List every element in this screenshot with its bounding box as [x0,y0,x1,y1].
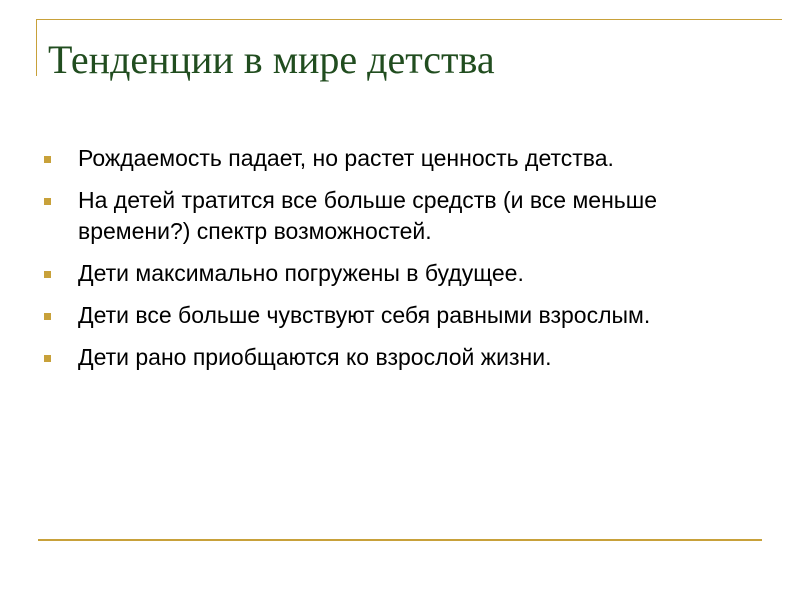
bullet-text: Дети все больше чувствуют себя равными взрослым. [78,302,651,328]
bullet-text: Дети максимально погружены в будущее. [78,260,524,286]
slide-title: Тенденции в мире детства [48,37,495,82]
square-bullet-icon [44,198,51,205]
square-bullet-icon [44,271,51,278]
bullet-list [44,143,744,384]
bullet-text: Дети рано приобщаются ко взрослой жизни. [78,344,552,370]
square-bullet-icon [44,313,51,320]
bottom-divider-line [38,539,762,541]
bullet-text: Рождаемость падает, но растет ценность детства. [78,145,614,171]
top-divider-line [36,19,782,20]
bullet-item [44,143,744,174]
bullet-item [44,258,744,289]
square-bullet-icon [44,355,51,362]
square-bullet-icon [44,156,51,163]
left-accent-line [36,19,37,76]
bullet-text: На детей тратится все больше средств (и все меньше времени?) спектр возможностей. [78,187,658,244]
bullet-item [44,300,744,331]
bullet-item [44,185,744,247]
bullet-item [44,342,744,373]
